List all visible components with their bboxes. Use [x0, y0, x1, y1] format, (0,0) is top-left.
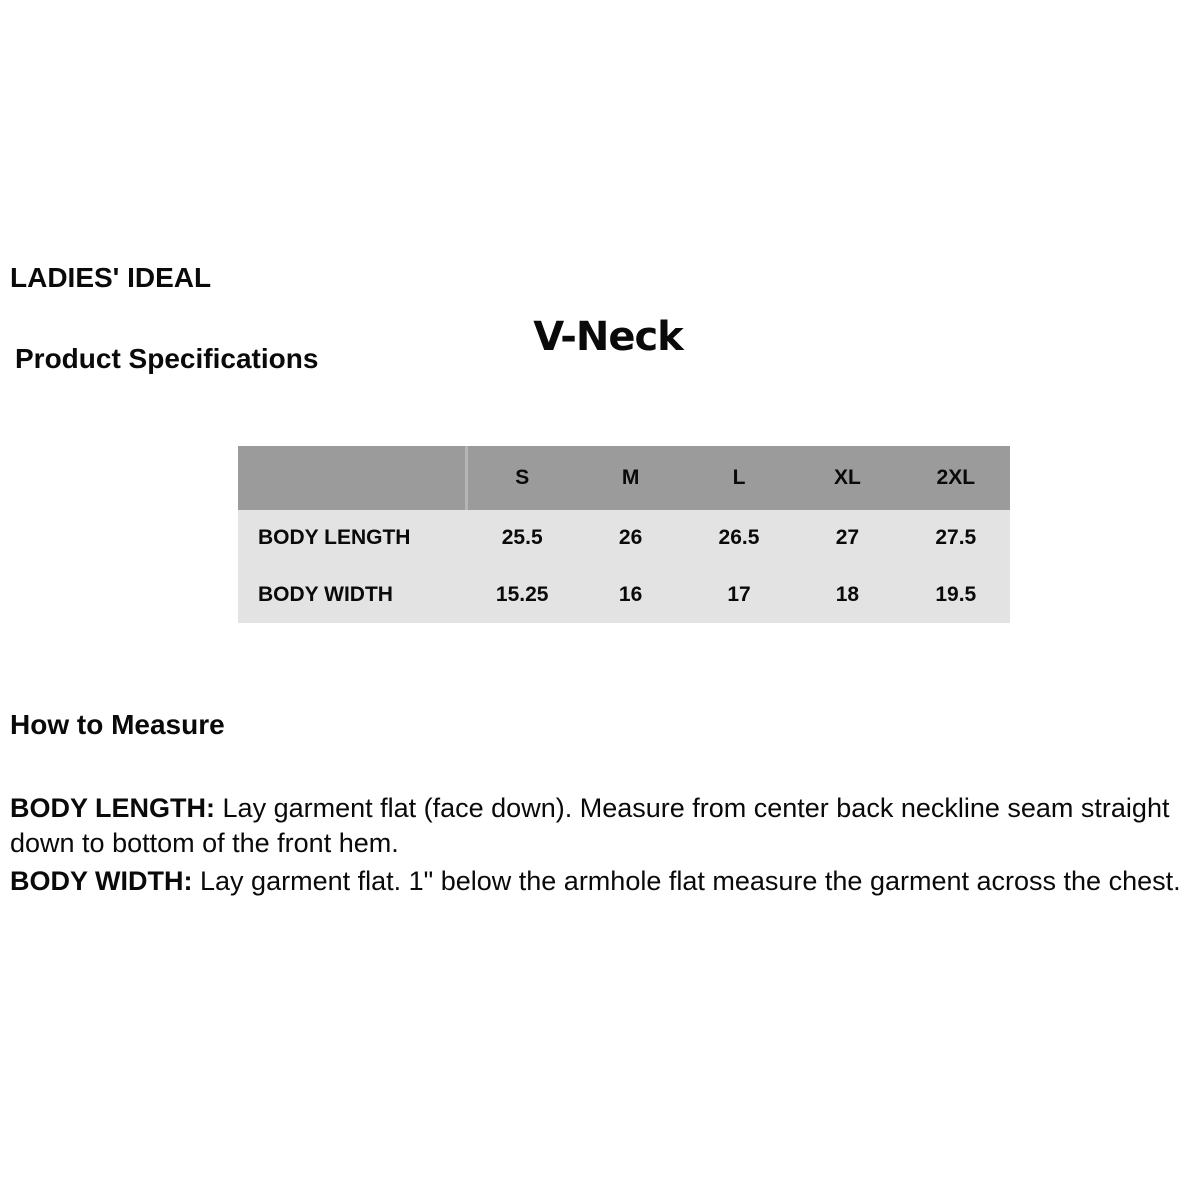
- measure-term: BODY WIDTH:: [10, 866, 193, 896]
- measure-instruction: [10, 864, 1196, 899]
- measure-instruction: [10, 791, 1196, 861]
- measure-description: Lay garment flat (face down). Measure from center back neckline seam straight down to bottom of the front hem.: [10, 793, 1170, 858]
- table-row: [238, 567, 1010, 624]
- measurement-value: 27: [835, 526, 860, 550]
- section-title: Product Specifications: [15, 343, 319, 374]
- product-title: V-Neck: [533, 314, 683, 360]
- measure-term: BODY LENGTH:: [10, 793, 216, 823]
- measurement-value: 19.5: [935, 582, 977, 606]
- measurement-value: 26.5: [718, 526, 760, 550]
- size-chart-corner-cell: [238, 446, 468, 510]
- size-chart-table: [238, 446, 1010, 623]
- size-column-header: 2XL: [936, 466, 976, 489]
- measurement-value: 25.5: [501, 526, 543, 550]
- measurement-value: 16: [618, 582, 643, 606]
- size-column-header: L: [732, 466, 746, 489]
- size-column-header: S: [515, 466, 530, 489]
- measurement-value: 27.5: [935, 526, 977, 550]
- table-row: [238, 510, 1010, 567]
- brand-title: LADIES' IDEAL: [10, 262, 212, 293]
- row-label: BODY LENGTH: [258, 526, 411, 550]
- how-to-measure-heading: How to Measure: [10, 709, 225, 740]
- size-chart-header-row: [238, 446, 1010, 510]
- size-column-header: M: [621, 466, 640, 489]
- measurement-value: 15.25: [495, 582, 549, 606]
- how-to-measure-list: [10, 791, 1196, 899]
- size-column-header: XL: [833, 466, 861, 489]
- measurement-value: 26: [618, 526, 643, 550]
- measurement-value: 18: [835, 582, 860, 606]
- row-label: BODY WIDTH: [258, 582, 393, 606]
- measurement-value: 17: [727, 582, 751, 606]
- measure-description: Lay garment flat. 1" below the armhole flat measure the garment across the chest.: [200, 866, 1181, 896]
